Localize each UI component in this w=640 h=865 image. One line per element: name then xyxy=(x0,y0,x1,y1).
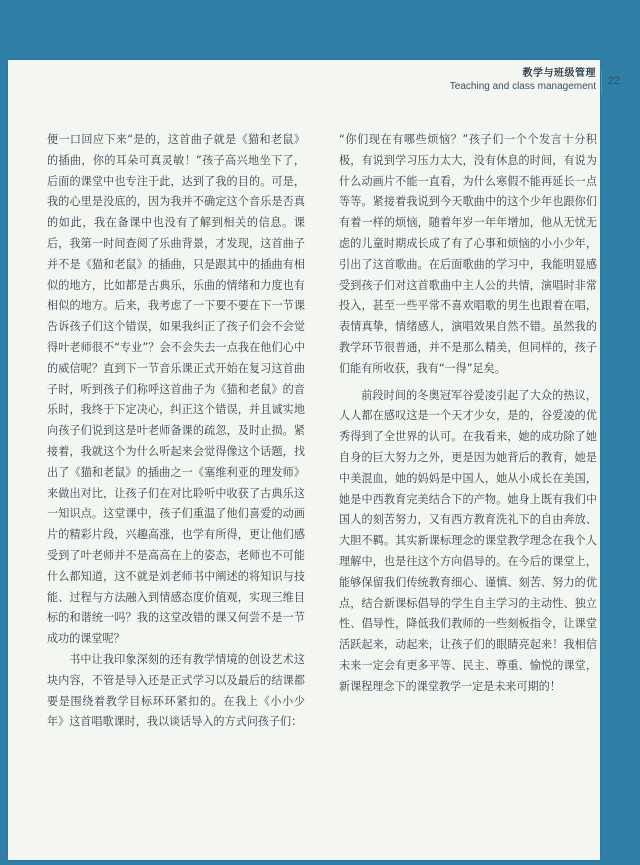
paragraph: 书中让我印象深刻的还有教学情境的创设艺术这块内容，不管是导入还是正式学习以及最后的结课都要是围绕着教学目标环环紧扣的。在我上《小小少年》这首唱歌课时，我以谈话导入的方式问孩子们： xyxy=(47,652,305,729)
paragraph: 便一口回应下来“是的，这首曲子就是《猫和老鼠》的插曲，你的耳朵可真灵敏！”孩子高兴地坐下了，后面的课堂中也专注于此，达到了我的目的。可是，我的心里是没底的，因为我并不确定这个音乐是否真的如此，我在备课中也没有了解到相关的信息。课后，我第一时间查阅了乐曲背景，才发现，这首曲子并不是《猫和老鼠》的插曲，只是跟其中的插曲有相似的地方，比如都是古典乐，乐曲的情绪和力度也有相似的地方。后来，我考虑了一下要不要在下一节课告诉孩子们这个错误，如果我纠正了孩子们会不会觉得叶老师很不“专业”？会不会失去一点我在他们心中的威信呢？直到下一节音乐课正式开始在复习这首曲子时，听到孩子们称呼这首曲子为《猫和老鼠》的音乐时，我终于下定决心，纠正这个错误，并且诚实地向孩子们说到这是叶老师备课的疏忽，及时止损。紧接着，我就这个为什么听起来会觉得像这个话题，找出了《猫和老鼠》的插曲之一《塞维利亚的理发师》来做出对比，让孩子们在对比聆听中收获了古典乐这一知识点。这堂课中，孩子们重温了他们喜爱的动画片的精彩片段，兴趣高涨，也学有所得，更让他们感受到了叶老师并不是高高在上的姿态，老师也不可能什么都知道，这不就是刘老师书中阐述的将知识与技能、过程与方法融入到情感态度价值观，实现三维目标的和谐统一吗？我的这堂改错的课又何尝不是一节成功的课堂呢？ xyxy=(47,133,305,646)
header-divider xyxy=(601,70,602,94)
section-header xyxy=(450,64,596,92)
page-number: 22 xyxy=(607,75,620,87)
paragraph: 前段时间的冬奥冠军谷爱凌引起了大众的热议，人人都在感叹这是一个天才少女，是的，谷爱凌的优秀得到了全世界的认可。在我看来，她的成功除了她自身的巨大努力之外，更是因为她背后的教育，她是中美混血，她的妈妈是中国人，她从小成长在美国，她是中西教育完美结合下的产物。她身上既有我们中国人的刻苦努力，又有西方教育洗礼下的自由奔放、大胆不羁。其实新课标理念的课堂教学理念在我个人理解中，也是往这个方向倡导的。在今后的课堂上，能够保留我们传统教育细心、谨慎、刻苦、努力的优点，结合新课标倡导的学生自主学习的主动性、独立性、倡导性，降低我们教师的一些刻板指令，让课堂活跃起来，动起来，让孩子们的眼睛亮起来！我相信未来一定会有更多平等、民主、尊重、愉悦的课堂，新课程理念下的课堂教学一定是未来可期的！ xyxy=(339,388,597,693)
left-column xyxy=(47,130,305,733)
section-subtitle: Teaching and class management xyxy=(449,81,596,92)
right-column xyxy=(339,130,597,698)
paragraph: “你们现在有哪些烦恼？”孩子们一个个发言十分积极，有说到学习压力太大，没有休息的时间，有说为什么动画片不能一直看，为什么寒假不能再延长一点等等。紧接着我说到今天歌曲中的这个少年也跟你们有着一样的烦恼，随着年岁一年年增加，他从无忧无虑的儿童时期成长成了有了心事和烦恼的小小少年，引出了这首歌曲。在后面歌曲的学习中，我能明显感受到孩子们对这首歌曲中主人公的共情，演唱时非常投入，甚至一些平常不喜欢唱歌的男生也跟着在唱，表情真挚，情绪感人，演唱效果自然不错。虽然我的教学环节很普通，并不是那么精美，但同样的，孩子们能有所收获，我有“一得”足矣。 xyxy=(339,133,597,375)
section-title: 教学与班级管理 xyxy=(522,68,596,79)
